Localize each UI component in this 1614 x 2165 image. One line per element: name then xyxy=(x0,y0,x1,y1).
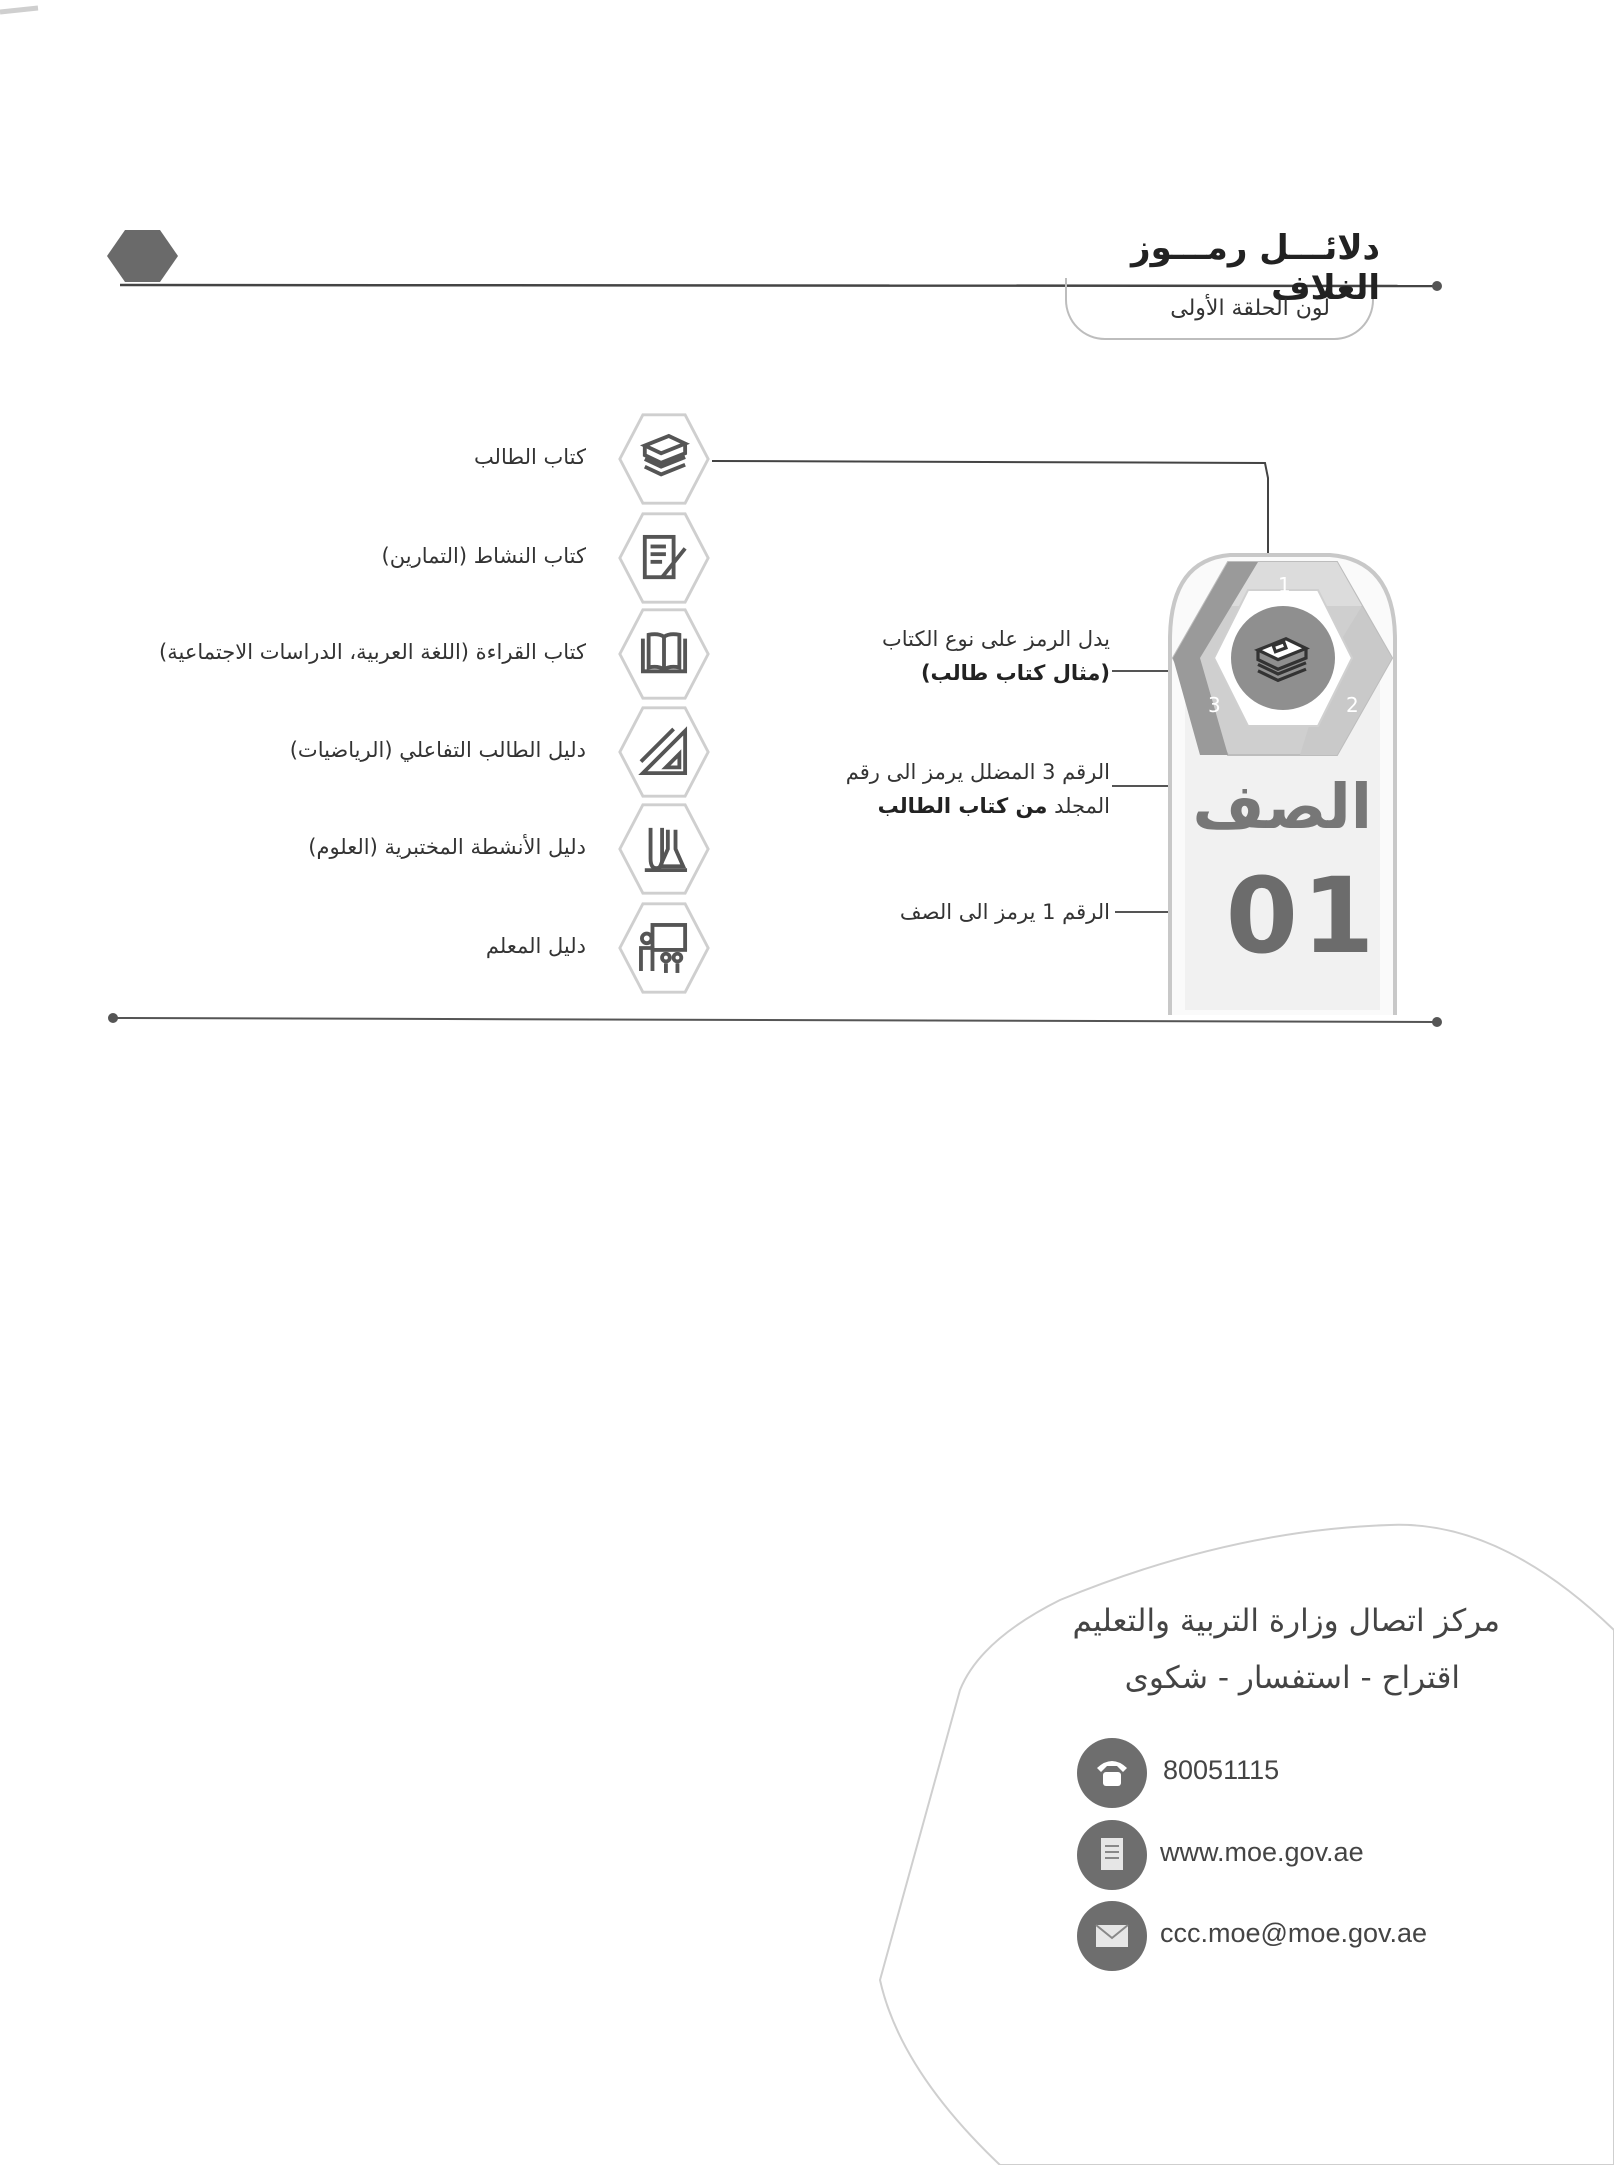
note-volume-line2: المجلد من كتاب الطالب xyxy=(877,794,1110,818)
contact-title: مركز اتصال وزارة التربية والتعليم xyxy=(1072,1603,1500,1639)
book-type-label: دليل الطالب التفاعلي (الرياضيات) xyxy=(289,738,586,762)
contact-phone[interactable]: 80051115 xyxy=(1163,1755,1280,1785)
note-grade: الرقم 1 يرمز الى الصف xyxy=(899,900,1110,924)
book-type-label: كتاب الطالب xyxy=(473,445,586,469)
contact-subtitle: اقتراح - استفسار - شكوى xyxy=(1124,1660,1460,1696)
ruler-triangle-icon xyxy=(616,704,712,800)
lab-flasks-icon xyxy=(616,801,712,897)
grade-number: 01 xyxy=(1225,855,1379,977)
email-icon xyxy=(1077,1901,1147,1971)
worksheet-pencil-icon xyxy=(616,510,712,606)
ring-number-1: 1 xyxy=(1278,573,1291,597)
book-type-label: كتاب القراءة (اللغة العربية، الدراسات الاجتماعية) xyxy=(159,640,586,664)
book-type-label: كتاب النشاط (التمارين) xyxy=(381,544,586,568)
book-type-label: دليل المعلم xyxy=(485,934,586,958)
note-symbol-line1: يدل الرمز على نوع الكتاب xyxy=(881,627,1110,651)
books-stack-icon xyxy=(616,411,712,507)
page-subtitle: لون الحلقة الأولى xyxy=(1170,296,1330,321)
teacher-board-icon xyxy=(616,900,712,996)
grade-word: الصف xyxy=(1192,770,1372,843)
note-volume-line1: الرقم 3 المضلل يرمز الى رقم xyxy=(845,760,1110,784)
book-type-label: دليل الأنشطة المختبرية (العلوم) xyxy=(308,835,586,859)
ring-number-2: 2 xyxy=(1346,693,1359,717)
contact-email[interactable]: ccc.moe@moe.gov.ae xyxy=(1160,1918,1428,1948)
note-symbol-line2: (مثال كتاب طالب) xyxy=(920,661,1110,685)
book-symbol-icon xyxy=(1242,618,1322,698)
open-book-icon xyxy=(616,606,712,702)
note-volume xyxy=(800,755,1110,823)
ring-number-3: 3 xyxy=(1208,693,1221,717)
phone-icon xyxy=(1077,1738,1147,1808)
grade-badge xyxy=(1170,555,1395,1015)
page-title: دلائـــل رمـــوز الغلاف xyxy=(1131,228,1380,308)
note-symbol xyxy=(820,622,1110,690)
website-icon xyxy=(1077,1820,1147,1890)
contact-website[interactable]: www.moe.gov.ae xyxy=(1160,1837,1364,1867)
